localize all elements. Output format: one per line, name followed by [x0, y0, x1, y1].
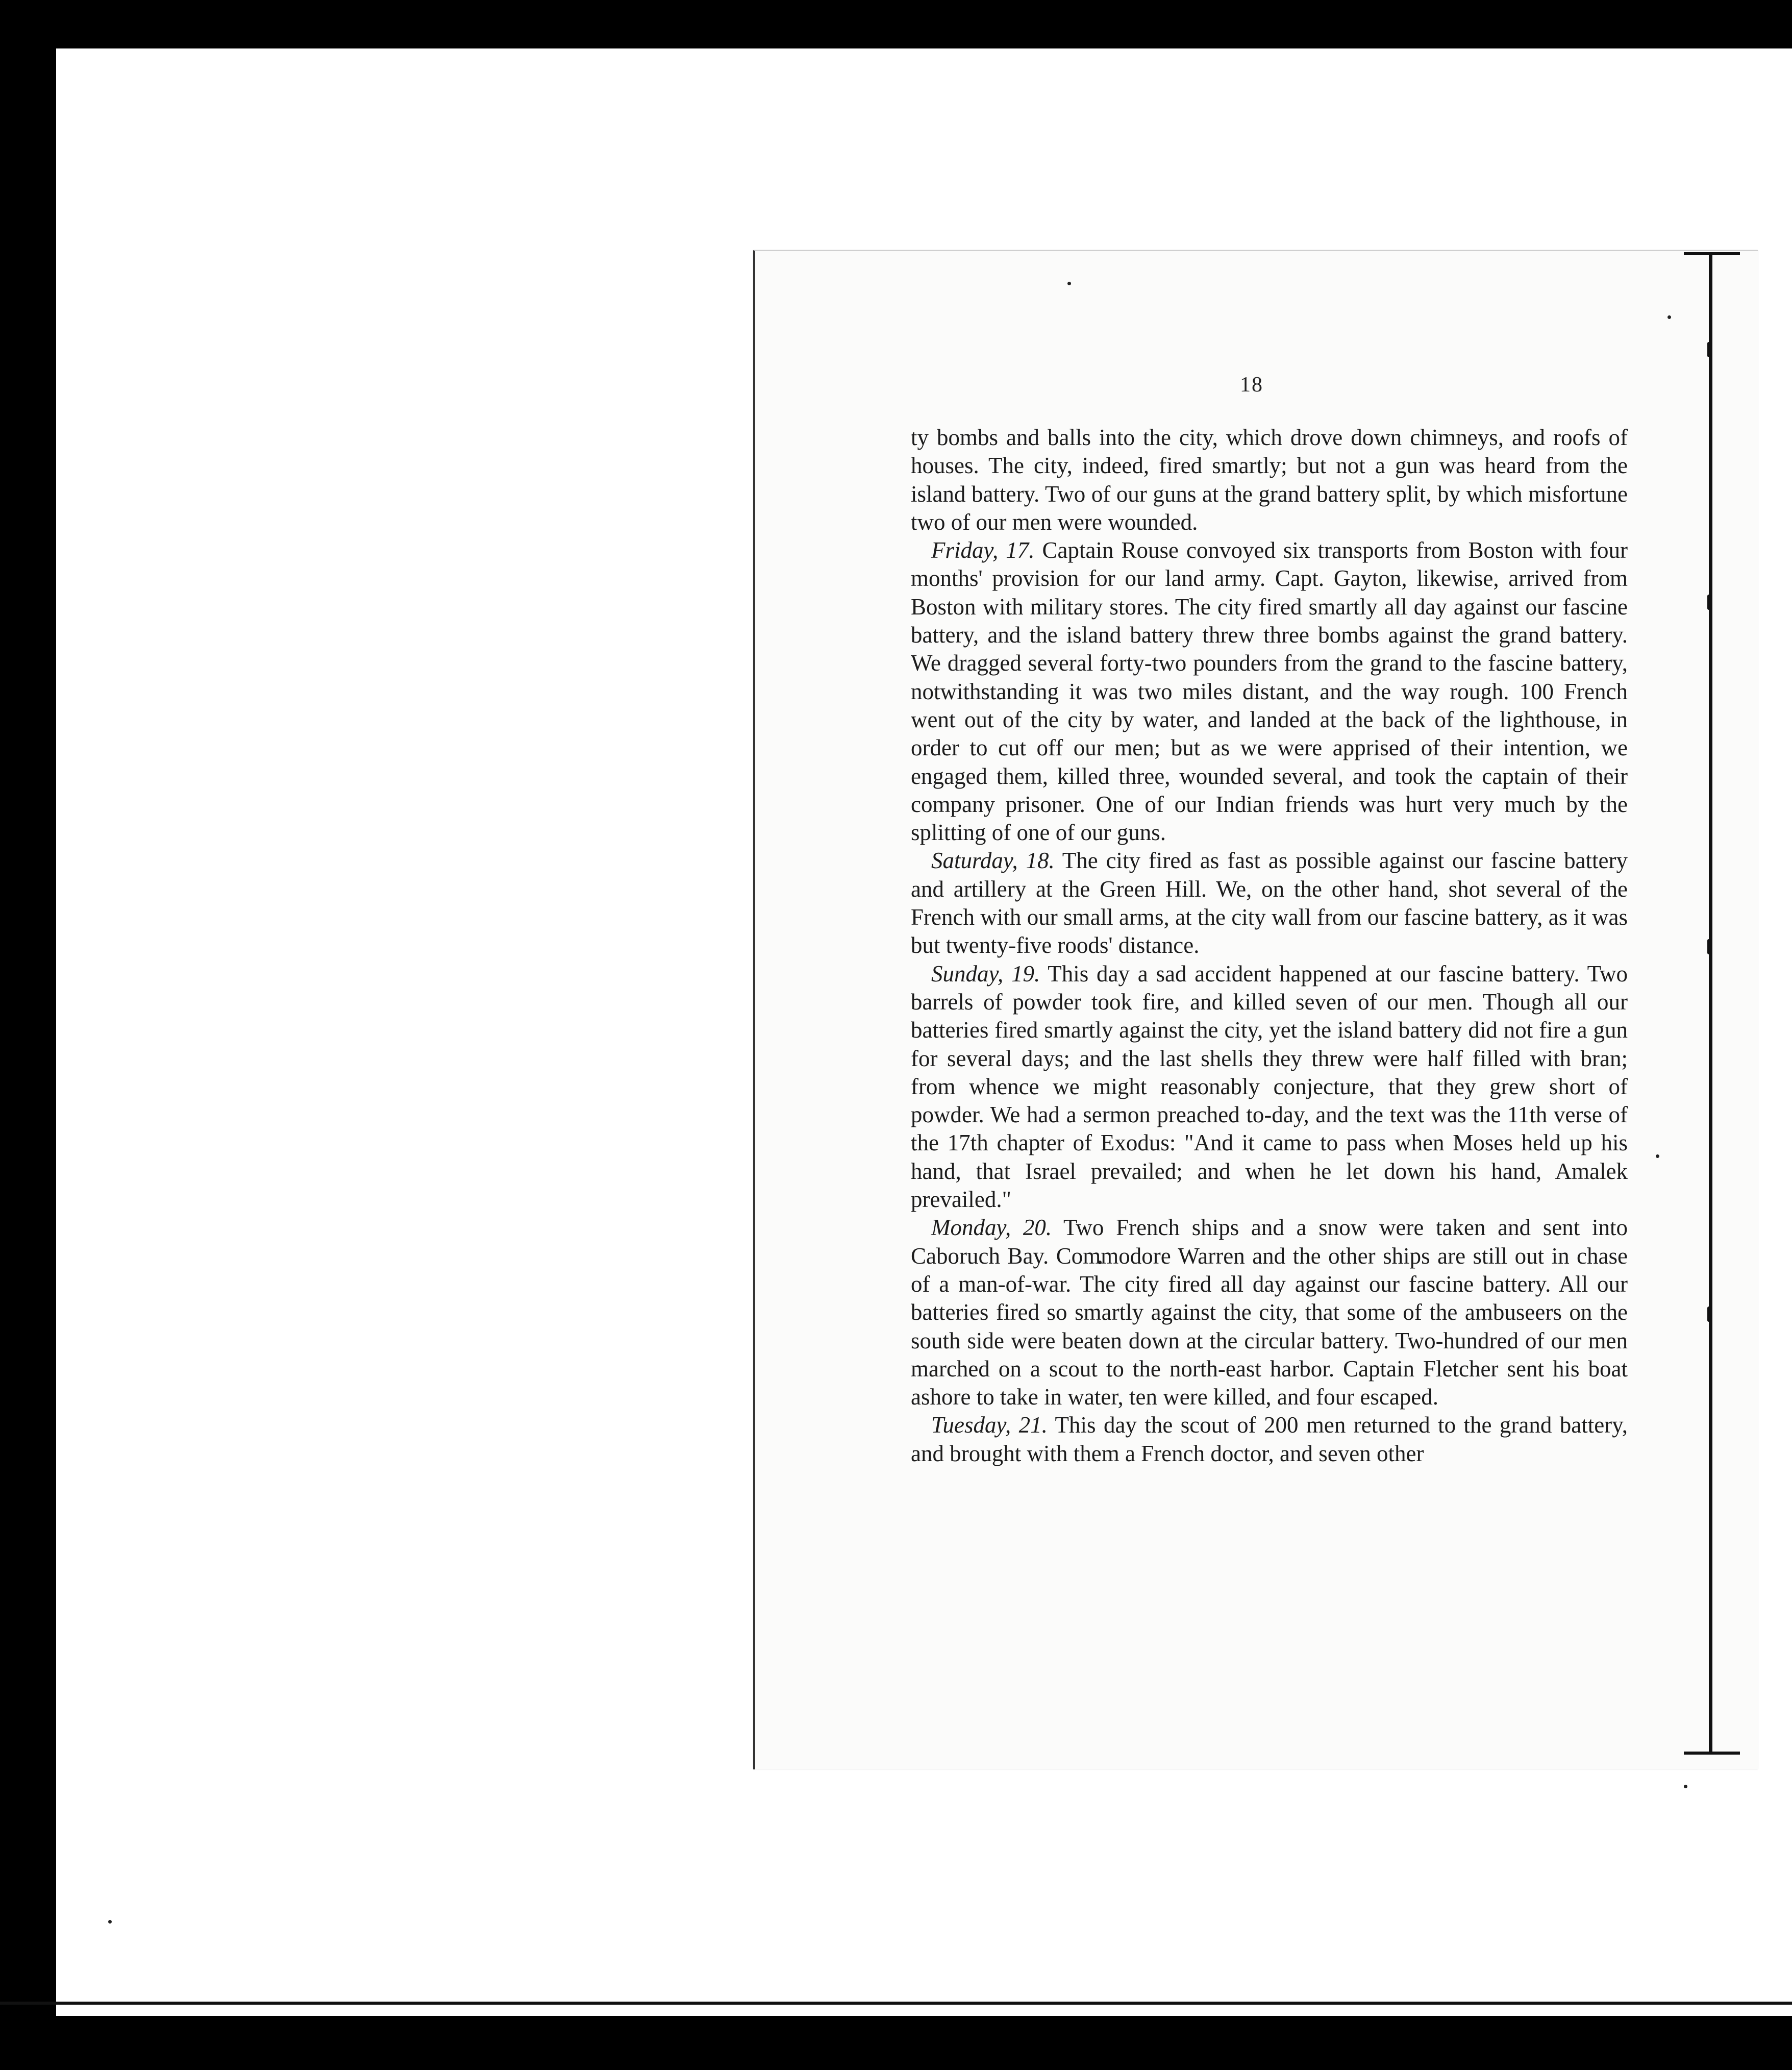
page-edge-tick [1707, 939, 1712, 954]
entry-date: Sunday, 19. [931, 960, 1040, 987]
entry-date: Tuesday, 21. [931, 1412, 1048, 1438]
page-edge-tick [1707, 342, 1712, 357]
scan-speck [1667, 315, 1671, 319]
paragraph-text: This day the scout of 200 men returned to the grand battery, and brought with them a French doctor, and seven other [911, 1412, 1628, 1466]
page-edge-cap-bottom [1684, 1752, 1740, 1755]
page-number: 18 [1240, 373, 1263, 397]
paragraph [911, 1411, 1628, 1468]
paragraph-text: ty bombs and balls into the city, which drove down chimneys, and roofs of houses. The city, indeed, fired smartly; but not a gun was heard from the island battery. Two of our guns at the grand battery split, by which misfortune two of our men were wounded. [911, 425, 1628, 535]
paragraph-text: This day a sad accident happened at our fascine battery. Two barrels of powder took fire, and killed seven of our men. Though all our batteries fired smartly against the city, yet the island battery did not fire a gun for several days; and the last shells they threw were half filled with bran; from whence we might reasonably conjecture, that they grew short of powder. We had a sermon preached to-day, and the text was the 11th verse of the 17th chapter of Exodus: "And it came to pass when Moses held up his hand, that Israel prevailed; and when he let down his hand, Amalek prevailed." [911, 960, 1628, 1213]
page-edge-cap-top [1684, 252, 1740, 255]
paragraph-text: Captain Rouse convoyed six transports from Boston with four months' provision for our land army. Capt. Gayton, likewise, arrived from Boston with military stores. The city fired smartly all day against our fascine battery, and the island battery threw three bombs against the grand battery. We dragged several forty-two pounders from the grand to the fascine battery, notwithstanding it was two miles distant, and the way rough. 100 French went out of the city by water, and landed at the back of the lighthouse, in order to cut off our men; but as we were apprised of their intention, we engaged them, killed three, wounded several, and took the captain of their company prisoner. One of our Indian friends was hurt very much by the splitting of one of our guns. [911, 537, 1628, 846]
entry-date: Friday, 17. [931, 537, 1035, 563]
paragraph-text: Two French ships and a snow were taken and sent into Caboruch Bay. Commodore Warren and the other ships are still out in chase of a man-of-war. The city fired all day against our fascine battery. All our batteries fired so smartly against the city, that some of the ambuseers on the south side were beaten down at the circular battery. Two-hundred of our men marched on a scout to the north-east harbor. Captain Fletcher sent his boat ashore to take in water, ten were killed, and four escaped. [911, 1215, 1628, 1410]
scan-speck [1684, 1785, 1687, 1788]
paragraph [911, 1214, 1628, 1411]
scan-border-top [0, 0, 1792, 48]
scan-speck [1067, 282, 1071, 285]
page-edge-right [1709, 255, 1712, 1753]
paragraph-text: The city fired as fast as possible against our fascine battery and artillery at the Green Hill. We, on the other hand, shot several of the French with our small arms, at the city wall from our fascine battery, as it was but twenty-five roods' distance. [911, 848, 1628, 958]
scan-speck [1656, 1154, 1659, 1158]
page-edge-tick [1707, 1307, 1712, 1322]
paragraph [911, 536, 1628, 847]
scan-border-bottom [0, 2016, 1792, 2070]
paragraph [911, 960, 1628, 1214]
page-edge-tick [1707, 595, 1712, 610]
scan-border-left [0, 0, 56, 2070]
scan-border-line [0, 2002, 1792, 2005]
page-text [911, 424, 1628, 1468]
paragraph [911, 847, 1628, 959]
entry-date: Monday, 20. [931, 1215, 1052, 1241]
entry-date: Saturday, 18. [931, 848, 1055, 874]
paragraph [911, 424, 1628, 536]
scan-speck [108, 1920, 112, 1924]
